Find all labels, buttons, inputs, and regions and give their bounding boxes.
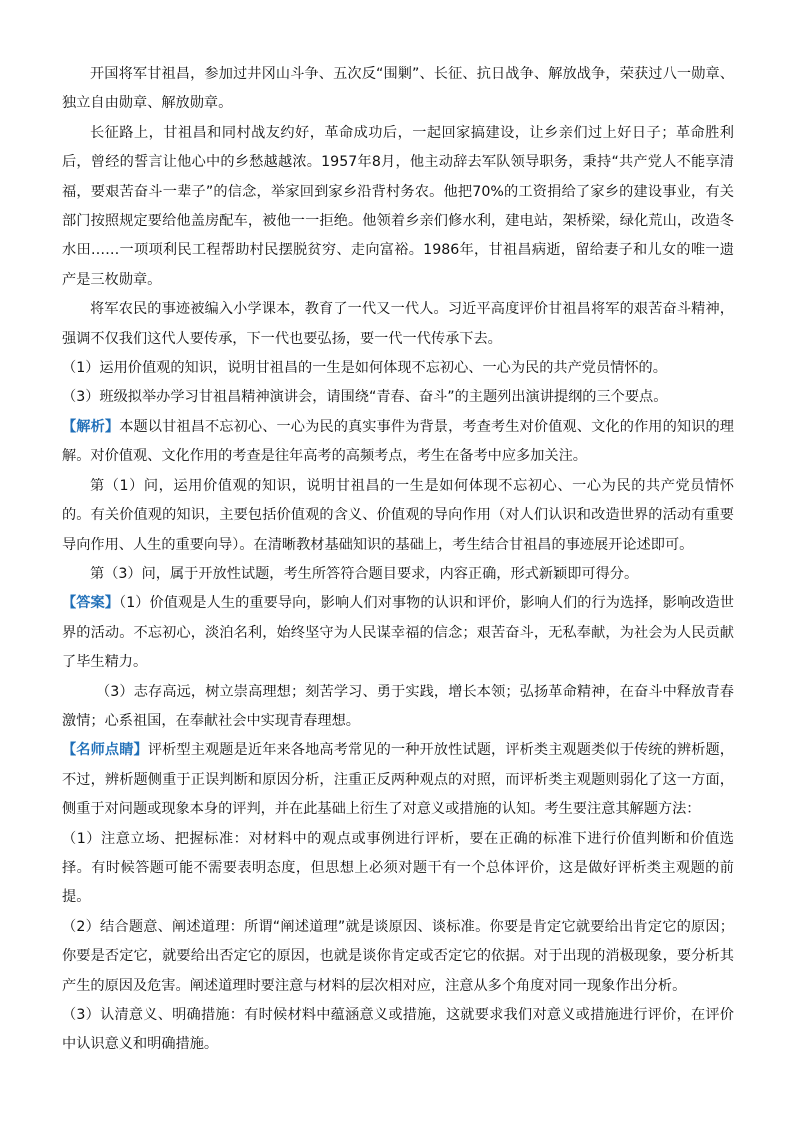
material-paragraph-3: 将军农民的事迹被编入小学课本，教育了一代又一代人。习近平高度评价甘祖昌将军的艰苦奋斗精神，强调不仅我们这代人要传承，下一代也要弘扬，要一代一代传承下去。 <box>62 301 734 347</box>
tips-point-3: （3）认清意义、明确措施：有时候材料中蕴涵意义或措施，这就要求我们对意义或措施进行评价，在评价中认识意义和明确措施。 <box>62 1007 734 1053</box>
material-paragraph-2: 长征路上，甘祖昌和同村战友约好，革命成功后，一起回家搞建设，让乡亲们过上好日子；革命胜利后，曾经的誓言让他心中的乡愁越越浓。1957年8月，他主动辞去军队领导职务，秉持“共产党人不能享清福，要艰苦奋斗一辈子”的信念，举家回到家乡沿背村务农。他把70%的工资捐给了家乡的建设事业，有关部门按照规定要给他盖房配车，被他一一拒绝。他领着乡亲们修水利，建电站，架桥梁，绿化荒山，改造冬水田……一项项利民工程帮助村民摆脱贫穷、走向富裕。1986年，甘祖昌病逝，留给妻子和儿女的唯一遗产是三枚勋章。 <box>62 124 734 288</box>
answer-paragraph-3: （3）志存高远，树立崇高理想；刻苦学习、勇于实践，增长本领；弘扬革命精神，在奋斗中释放青春激情；心系祖国，在奉献社会中实现青春理想。 <box>62 683 734 729</box>
tips-intro: 评析型主观题是近年来各地高考常见的一种开放性试题，评析类主观题类似于传统的辨析题，不过，辨析题侧重于正误判断和原因分析，注重正反两种观点的对照，而评析类主观题则弱化了这一方面，侧重于对问题或现象本身的评判，并在此基础上衍生了对意义或措施的认知。考生要注意其解题方法： <box>62 742 734 818</box>
analysis-part-1: 第（1）问，运用价值观的知识，说明甘祖昌的一生是如何体现不忘初心、一心为民的共产党员情怀的。有关价值观的知识，主要包括价值观的含义、价值观的导向作用（对人们认识和改造世界的活动有重要导向作用、人生的重要向导）。在清晰教材基础知识的基础上，考生结合甘祖昌的事迹展开论述即可。 <box>62 477 734 553</box>
analysis-part-3: 第（3）问，属于开放性试题，考生所答符合题目要求，内容正确，形式新颖即可得分。 <box>90 565 639 582</box>
tips-paragraph <box>62 736 734 824</box>
analysis-paragraph <box>62 413 734 472</box>
analysis-tag: 【解析】 <box>62 418 120 435</box>
question-1: （1）运用价值观的知识，说明甘祖昌的一生是如何体现不忘初心、一心为民的共产党员情怀的。 <box>62 360 667 377</box>
answer-paragraph-1 <box>62 589 734 677</box>
tips-point-2: （2）结合题意、阐述道理：所谓“阐述道理”就是谈原因、谈标准。你要是肯定它就要给出肯定它的原因；你要是否定它，就要给出否定它的原因，也就是谈你肯定或否定它的依据。对于出现的消极现象，要分析其产生的原因及危害。阐述道理时要注意与材料的层次相对应，注意从多个角度对同一现象作出分析。 <box>62 918 734 994</box>
analysis-text: 本题以甘祖昌不忘初心、一心为民的真实事件为背景，考查考生对价值观、文化的作用的知识的理解。对价值观、文化作用的考查是往年高考的高频考点，考生在备考中应多加关注。 <box>62 418 734 465</box>
answer-text-1: （1）价值观是人生的重要导向，影响人们对事物的认识和评价，影响人们的行为选择，影响改造世界的活动。不忘初心，淡泊名利，始终坚守为人民谋幸福的信念；艰苦奋斗，无私奉献，为社会为人民贡献了毕生精力。 <box>62 595 734 671</box>
tips-point-1: （1）注意立场、把握标准：对材料中的观点或事例进行评析，要在正确的标准下进行价值判断和价值选择。有时候答题可能不需要表明态度，但思想上必须对题干有一个总体评价，这是做好评析类主观题的前提。 <box>62 830 734 906</box>
question-3: （3）班级拟举办学习甘祖昌精神演讲会，请围绕“青春、奋斗”的主题列出演讲提纲的三个要点。 <box>62 389 668 406</box>
material-paragraph-1: 开国将军甘祖昌，参加过井冈山斗争、五次反“围剿”、长征、抗日战争、解放战争，荣获过八一勋章、独立自由勋章、解放勋章。 <box>62 66 734 112</box>
document-body <box>62 60 734 1060</box>
answer-tag: 【答案】 <box>62 595 120 612</box>
tips-tag: 【名师点睛】 <box>62 742 148 759</box>
